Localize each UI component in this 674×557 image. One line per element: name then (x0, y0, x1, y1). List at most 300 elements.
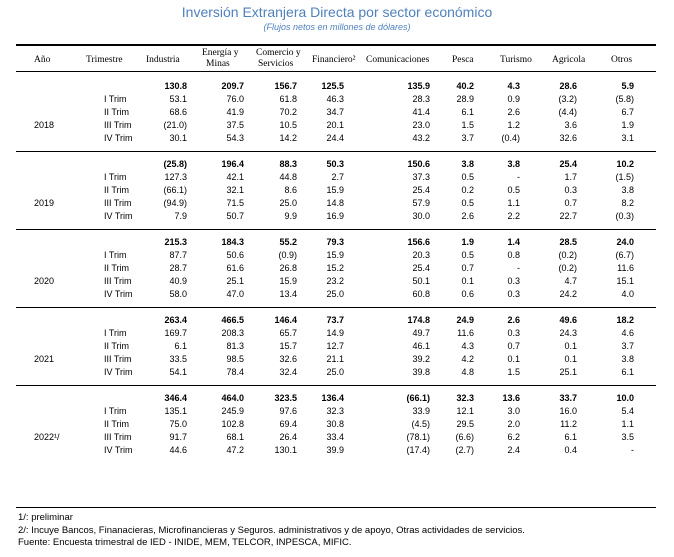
value-cell: 54.3 (226, 133, 244, 143)
total-cell: 2.6 (507, 315, 520, 325)
quarter-row (0, 119, 674, 132)
total-cell: 156.7 (274, 81, 297, 91)
value-cell: 25.0 (279, 198, 297, 208)
total-cell: 174.8 (407, 315, 430, 325)
quarter-row (0, 366, 674, 379)
quarter-row (0, 184, 674, 197)
block-separator (0, 145, 674, 158)
total-cell: 196.4 (221, 159, 244, 169)
value-cell: 4.3 (461, 341, 474, 351)
section-rule (16, 229, 656, 230)
quarter-label: II Trim (104, 107, 129, 117)
quarter-row (0, 418, 674, 431)
value-cell: 32.6 (279, 354, 297, 364)
quarter-row (0, 327, 674, 340)
value-cell: (0.9) (278, 250, 297, 260)
value-cell: 14.8 (326, 198, 344, 208)
value-cell: 23.2 (326, 276, 344, 286)
value-cell: 10.5 (279, 120, 297, 130)
total-cell: (66.1) (406, 393, 430, 403)
value-cell: 30.8 (326, 419, 344, 429)
quarter-row (0, 210, 674, 223)
value-cell: 34.7 (326, 107, 344, 117)
year-label: 2021 (34, 354, 55, 364)
value-cell: 25.1 (559, 367, 577, 377)
header-year: Año (34, 55, 51, 65)
value-cell: 4.6 (621, 328, 634, 338)
value-cell: 25.0 (326, 367, 344, 377)
value-cell: 49.7 (412, 328, 430, 338)
value-cell: 0.9 (507, 94, 520, 104)
value-cell: 14.2 (279, 133, 297, 143)
value-cell: 14.9 (326, 328, 344, 338)
value-cell: 0.1 (461, 276, 474, 286)
header-comercio-line1: Comercio y (256, 48, 301, 58)
value-cell: 7.9 (174, 211, 187, 221)
total-cell: 125.5 (321, 81, 344, 91)
total-cell: 184.3 (221, 237, 244, 247)
section-rule (16, 151, 656, 152)
value-cell: 50.1 (412, 276, 430, 286)
total-cell: 24.0 (616, 237, 634, 247)
value-cell: 42.1 (226, 172, 244, 182)
total-cell: 215.3 (164, 237, 187, 247)
header-agricola: Agricola (552, 55, 586, 65)
value-cell: 2.6 (461, 211, 474, 221)
value-cell: 2.2 (507, 211, 520, 221)
value-cell: 15.9 (326, 185, 344, 195)
value-cell: 25.4 (412, 185, 430, 195)
quarter-row (0, 444, 674, 457)
section-rule (16, 385, 656, 386)
quarter-row (0, 353, 674, 366)
value-cell: 57.9 (412, 198, 430, 208)
value-cell: 0.6 (461, 289, 474, 299)
header-comunicaciones: Comunicaciones (366, 55, 430, 65)
value-cell: 39.8 (412, 367, 430, 377)
quarter-label: I Trim (104, 328, 127, 338)
quarter-label: I Trim (104, 172, 127, 182)
total-cell: 49.6 (559, 315, 577, 325)
total-cell: 3.8 (507, 159, 520, 169)
year-total-row (0, 158, 674, 171)
value-cell: 9.9 (284, 211, 297, 221)
total-cell: 1.4 (507, 237, 520, 247)
value-cell: (78.1) (406, 432, 430, 442)
total-cell: 10.0 (616, 393, 634, 403)
value-cell: 1.1 (507, 198, 520, 208)
value-cell: 39.9 (326, 445, 344, 455)
value-cell: 2.7 (331, 172, 344, 182)
value-cell: 208.3 (221, 328, 244, 338)
total-cell: 73.7 (326, 315, 344, 325)
quarter-row (0, 262, 674, 275)
total-cell: 146.4 (274, 315, 297, 325)
value-cell: 32.1 (226, 185, 244, 195)
value-cell: 47.2 (226, 445, 244, 455)
value-cell: 46.1 (412, 341, 430, 351)
quarter-label: I Trim (104, 250, 127, 260)
value-cell: (0.2) (558, 250, 577, 260)
total-cell: 28.5 (559, 237, 577, 247)
value-cell: 37.5 (226, 120, 244, 130)
value-cell: (17.4) (406, 445, 430, 455)
value-cell: 15.9 (279, 276, 297, 286)
value-cell: 4.7 (564, 276, 577, 286)
value-cell: 0.7 (564, 198, 577, 208)
value-cell: 2.6 (507, 107, 520, 117)
total-cell: 156.6 (407, 237, 430, 247)
value-cell: (3.2) (558, 94, 577, 104)
value-cell: 32.6 (559, 133, 577, 143)
value-cell: 21.1 (326, 354, 344, 364)
value-cell: 91.7 (169, 432, 187, 442)
header-turismo: Turismo (500, 55, 532, 65)
value-cell: 1.7 (564, 172, 577, 182)
total-cell: 24.9 (456, 315, 474, 325)
quarter-row (0, 93, 674, 106)
footnotes (18, 512, 525, 550)
value-cell: 0.1 (564, 341, 577, 351)
value-cell: 4.8 (461, 367, 474, 377)
value-cell: 24.2 (559, 289, 577, 299)
value-cell: 12.1 (456, 406, 474, 416)
header-energia-line1: Energía y (202, 48, 239, 58)
value-cell: 40.9 (169, 276, 187, 286)
total-cell: 18.2 (616, 315, 634, 325)
quarter-label: I Trim (104, 406, 127, 416)
value-cell: 22.7 (559, 211, 577, 221)
total-cell: 3.8 (461, 159, 474, 169)
value-cell: 54.1 (169, 367, 187, 377)
total-cell: 4.3 (507, 81, 520, 91)
total-cell: 88.3 (279, 159, 297, 169)
value-cell: 25.1 (226, 276, 244, 286)
value-cell: 0.1 (564, 354, 577, 364)
total-cell: 135.9 (407, 81, 430, 91)
total-cell: 209.7 (221, 81, 244, 91)
total-cell: 55.2 (279, 237, 297, 247)
value-cell: 127.3 (164, 172, 187, 182)
total-cell: 13.6 (502, 393, 520, 403)
quarter-label: IV Trim (104, 367, 133, 377)
value-cell: 0.4 (564, 445, 577, 455)
year-label: 2019 (34, 198, 55, 208)
value-cell: 1.9 (621, 120, 634, 130)
quarter-row (0, 275, 674, 288)
value-cell: 39.2 (412, 354, 430, 364)
footnote-1: 1/: preliminar (18, 512, 73, 523)
quarter-row (0, 405, 674, 418)
value-cell: - (631, 445, 634, 455)
value-cell: 4.0 (621, 289, 634, 299)
value-cell: 53.1 (169, 94, 187, 104)
year-label: 2020 (34, 276, 55, 286)
value-cell: 15.9 (326, 250, 344, 260)
value-cell: (21.0) (163, 120, 187, 130)
value-cell: 130.1 (274, 445, 297, 455)
value-cell: 60.8 (412, 289, 430, 299)
value-cell: 58.0 (169, 289, 187, 299)
total-cell: 28.6 (559, 81, 577, 91)
year-total-row (0, 392, 674, 405)
value-cell: 1.5 (461, 120, 474, 130)
value-cell: 46.3 (326, 94, 344, 104)
value-cell: 11.6 (457, 328, 474, 338)
value-cell: 0.3 (507, 328, 520, 338)
total-cell: (25.8) (163, 159, 187, 169)
quarter-row (0, 431, 674, 444)
value-cell: 1.2 (507, 120, 520, 130)
year-total-row (0, 236, 674, 249)
footnote-2: 2/: Incuye Bancos, Finanacieras, Microfinancieras y Seguros. administrativos y de apoyo, Otras actividades de servicios. (18, 524, 525, 536)
value-cell: 87.7 (169, 250, 187, 260)
value-cell: 0.2 (461, 185, 474, 195)
total-cell: 346.4 (164, 393, 187, 403)
value-cell: 98.5 (226, 354, 244, 364)
value-cell: 0.5 (461, 250, 474, 260)
value-cell: 5.4 (621, 406, 634, 416)
value-cell: 20.3 (412, 250, 430, 260)
table-subtitle: (Flujos netos en millones de dólares) (263, 22, 411, 32)
total-cell: 466.5 (221, 315, 244, 325)
value-cell: 0.5 (461, 172, 474, 182)
quarter-label: IV Trim (104, 133, 133, 143)
value-cell: 41.4 (412, 107, 430, 117)
data-table (0, 80, 674, 457)
quarter-label: II Trim (104, 185, 129, 195)
quarter-label: III Trim (104, 120, 132, 130)
value-cell: 0.5 (507, 185, 520, 195)
value-cell: 50.6 (226, 250, 244, 260)
total-cell: 32.3 (456, 393, 474, 403)
quarter-row (0, 288, 674, 301)
value-cell: (94.9) (163, 198, 187, 208)
value-cell: 78.4 (226, 367, 244, 377)
value-cell: 70.2 (279, 107, 297, 117)
value-cell: 97.6 (279, 406, 297, 416)
value-cell: 61.8 (279, 94, 297, 104)
quarter-label: I Trim (104, 94, 127, 104)
section-rule (16, 307, 656, 308)
total-cell: 150.6 (407, 159, 430, 169)
value-cell: 3.1 (621, 133, 634, 143)
value-cell: 0.7 (461, 263, 474, 273)
header-row (0, 46, 674, 70)
value-cell: - (517, 172, 520, 182)
value-cell: 76.0 (226, 94, 244, 104)
value-cell: 81.3 (226, 341, 244, 351)
value-cell: 3.8 (621, 185, 634, 195)
quarter-label: IV Trim (104, 445, 133, 455)
quarter-label: III Trim (104, 276, 132, 286)
value-cell: 8.2 (621, 198, 634, 208)
block-separator (0, 379, 674, 392)
value-cell: 33.4 (326, 432, 344, 442)
value-cell: 12.7 (326, 341, 344, 351)
value-cell: 169.7 (164, 328, 187, 338)
value-cell: 6.2 (507, 432, 520, 442)
value-cell: 29.5 (456, 419, 474, 429)
total-cell: 263.4 (164, 315, 187, 325)
value-cell: 33.9 (412, 406, 430, 416)
value-cell: 11.2 (560, 419, 577, 429)
total-cell: 464.0 (221, 393, 244, 403)
value-cell: 37.3 (412, 172, 430, 182)
value-cell: 135.1 (164, 406, 187, 416)
value-cell: 0.8 (507, 250, 520, 260)
value-cell: (0.2) (558, 263, 577, 273)
value-cell: (6.6) (455, 432, 474, 442)
total-cell: 33.7 (559, 393, 577, 403)
value-cell: 15.2 (326, 263, 344, 273)
value-cell: 6.7 (621, 107, 634, 117)
value-cell: 11.6 (617, 263, 634, 273)
value-cell: 65.7 (279, 328, 297, 338)
year-total-row (0, 314, 674, 327)
quarter-label: III Trim (104, 354, 132, 364)
value-cell: (2.7) (455, 445, 474, 455)
value-cell: (6.7) (615, 250, 634, 260)
value-cell: 1.1 (621, 419, 634, 429)
value-cell: (66.1) (163, 185, 187, 195)
value-cell: 1.5 (507, 367, 520, 377)
header-comercio-line2: Servicios (258, 59, 294, 69)
table-title: Inversión Extranjera Directa por sector económico (181, 4, 493, 20)
value-cell: 44.6 (169, 445, 187, 455)
block-separator (0, 301, 674, 314)
footnote-source: Fuente: Encuesta trimestral de IED - INIDE, MEM, TELCOR, INPESCA, MIFIC. (18, 537, 352, 548)
header-industria: Industria (146, 55, 180, 65)
total-cell: 5.9 (621, 81, 634, 91)
header-otros: Otros (611, 55, 633, 65)
data-table-body (0, 80, 674, 457)
value-cell: 50.7 (226, 211, 244, 221)
total-cell: 50.3 (326, 159, 344, 169)
quarter-row (0, 106, 674, 119)
value-cell: 0.1 (507, 354, 520, 364)
value-cell: 44.8 (279, 172, 297, 182)
quarter-label: III Trim (104, 432, 132, 442)
value-cell: 71.5 (226, 198, 244, 208)
value-cell: (1.5) (615, 172, 634, 182)
total-cell: 1.9 (461, 237, 474, 247)
value-cell: 2.0 (507, 419, 520, 429)
quarter-label: III Trim (104, 198, 132, 208)
header-financiero: Financiero² (312, 55, 356, 65)
value-cell: 0.5 (461, 198, 474, 208)
quarter-label: II Trim (104, 263, 129, 273)
value-cell: 25.4 (412, 263, 430, 273)
value-cell: 0.3 (564, 185, 577, 195)
value-cell: 28.7 (169, 263, 187, 273)
value-cell: 3.8 (621, 354, 634, 364)
value-cell: 3.0 (507, 406, 520, 416)
value-cell: (0.3) (615, 211, 634, 221)
value-cell: 245.9 (221, 406, 244, 416)
value-cell: 24.3 (559, 328, 577, 338)
total-cell: 323.5 (274, 393, 297, 403)
value-cell: 68.1 (226, 432, 244, 442)
value-cell: 30.1 (169, 133, 187, 143)
value-cell: 6.1 (461, 107, 474, 117)
value-cell: 20.1 (326, 120, 344, 130)
value-cell: 3.5 (621, 432, 634, 442)
value-cell: 24.4 (326, 133, 344, 143)
value-cell: 33.5 (169, 354, 187, 364)
quarter-row (0, 340, 674, 353)
value-cell: 16.9 (326, 211, 344, 221)
value-cell: 43.2 (412, 133, 430, 143)
value-cell: 4.2 (461, 354, 474, 364)
bottom-rule (16, 507, 656, 508)
value-cell: 15.1 (616, 276, 634, 286)
value-cell: 32.4 (279, 367, 297, 377)
value-cell: 102.8 (221, 419, 244, 429)
value-cell: 3.6 (564, 120, 577, 130)
quarter-row (0, 132, 674, 145)
quarter-label: IV Trim (104, 211, 133, 221)
year-total-row (0, 80, 674, 93)
value-cell: 26.4 (279, 432, 297, 442)
value-cell: 41.9 (226, 107, 244, 117)
year-label: 2022¹/ (34, 432, 60, 442)
value-cell: 61.6 (226, 263, 244, 273)
value-cell: 8.6 (284, 185, 297, 195)
value-cell: 26.8 (279, 263, 297, 273)
value-cell: 2.4 (507, 445, 520, 455)
value-cell: 0.3 (507, 289, 520, 299)
header-rule (16, 71, 656, 72)
value-cell: 3.7 (461, 133, 474, 143)
value-cell: 69.4 (279, 419, 297, 429)
total-cell: 79.3 (326, 237, 344, 247)
value-cell: 68.6 (169, 107, 187, 117)
header-quarter: Trimestre (86, 55, 123, 65)
year-label: 2018 (34, 120, 55, 130)
block-separator (0, 223, 674, 236)
value-cell: 6.1 (174, 341, 187, 351)
value-cell: 0.3 (507, 276, 520, 286)
value-cell: 30.0 (412, 211, 430, 221)
value-cell: 6.1 (621, 367, 634, 377)
value-cell: (4.5) (411, 419, 430, 429)
value-cell: 23.0 (412, 120, 430, 130)
quarter-row (0, 249, 674, 262)
quarter-label: IV Trim (104, 289, 133, 299)
total-cell: 136.4 (321, 393, 344, 403)
value-cell: 25.0 (326, 289, 344, 299)
quarter-label: II Trim (104, 419, 129, 429)
value-cell: (0.4) (501, 133, 520, 143)
total-cell: 25.4 (559, 159, 577, 169)
value-cell: 6.1 (564, 432, 577, 442)
value-cell: 0.7 (507, 341, 520, 351)
header-energia-line2: Minas (206, 59, 230, 69)
value-cell: 28.9 (456, 94, 474, 104)
value-cell: 16.0 (559, 406, 577, 416)
value-cell: 32.3 (326, 406, 344, 416)
value-cell: 15.7 (279, 341, 297, 351)
value-cell: 3.7 (621, 341, 634, 351)
value-cell: 47.0 (226, 289, 244, 299)
value-cell: 75.0 (169, 419, 187, 429)
value-cell: 28.3 (412, 94, 430, 104)
total-cell: 130.8 (164, 81, 187, 91)
quarter-label: II Trim (104, 341, 129, 351)
value-cell: (5.8) (615, 94, 634, 104)
value-cell: (4.4) (558, 107, 577, 117)
